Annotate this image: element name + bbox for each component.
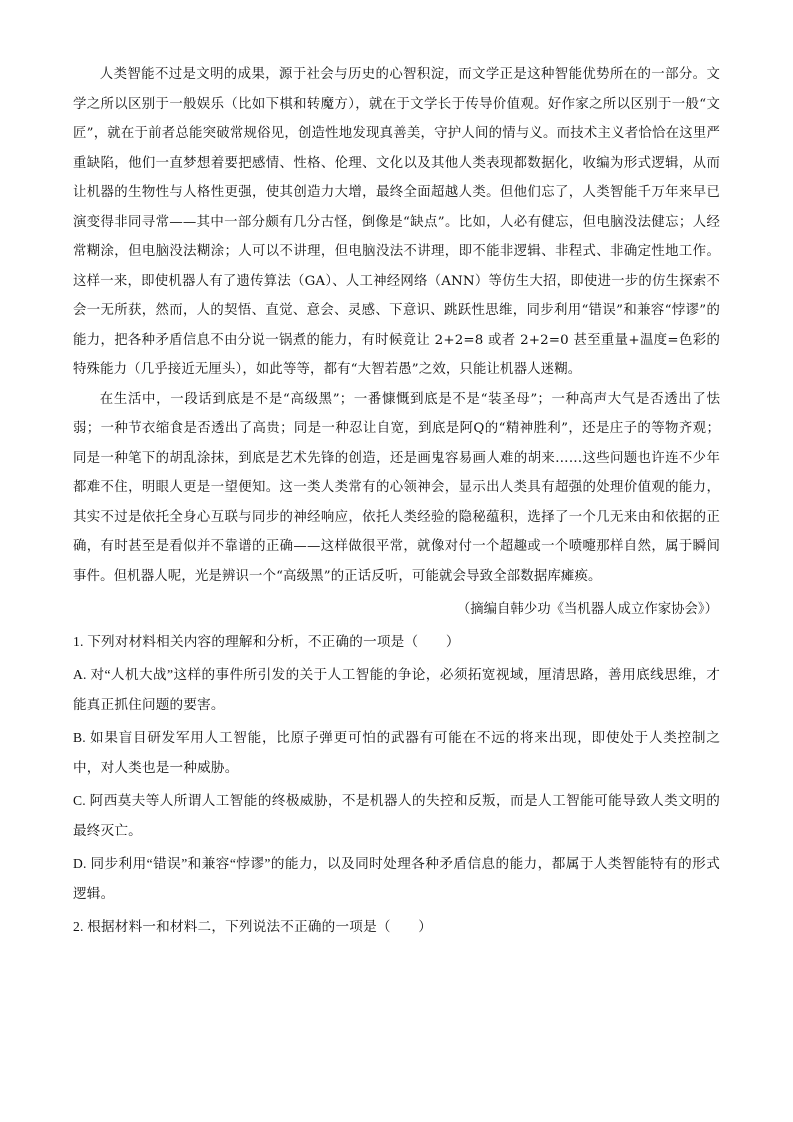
question-1-stem: 1. 下列对材料相关内容的理解和分析，不正确的一项是（ ） xyxy=(73,633,460,649)
question-1-option-a: A. 对“人机大战”这样的事件所引发的关于人工智能的争论，必须拓宽视域，厘清思路，善用底线思维，才能真正抓住问题的要害。 xyxy=(73,667,720,712)
document-page xyxy=(73,60,720,942)
question-1-option-d: D. 同步利用“错误”和兼容“悖谬”的能力，以及同时处理各种矛盾信息的能力，都属于人类智能特有的形式逻辑。 xyxy=(73,856,720,901)
question-1-option-b: B. 如果盲目研发军用人工智能，比原子弹更可怕的武器有可能在不远的将来出现，即使处于人类控制之中，对人类也是一种威胁。 xyxy=(73,730,720,775)
question-2-stem: 2. 根据材料一和材料二，下列说法不正确的一项是（ ） xyxy=(73,919,433,934)
passage-paragraph-2: 在生活中，一段话到底是不是“高级黑”；一番慷慨到底是不是“装圣母”；一种高声大气是否透出了怯弱；一种节衣缩食是否透出了高贵；同是一种忍让自宽，到底是阿Q的“精神胜利”，还是庄子的等物齐观；同是一种笔下的胡乱涂抹，到底是艺术先锋的创造，还是画鬼容易画人难的胡来……这些问题也许连不少年都难不住，明眼人更是一望便知。这一类人类常有的心领神会，显示出人类具有超强的处理价值观的能力，其实不过是依托全身心互联与同步的神经响应，依托人类经验的隐秘蕴积，选择了一个几无来由和依据的正确，有时甚至是看似并不靠谱的正确——这样做很平常，就像对付一个超趣或一个喷嚏那样自然，属于瞬间事件。但机器人呢，光是辨识一个“高级黑”的正话反听，可能就会导致全部数据库瘫痪。 xyxy=(73,391,720,584)
passage-paragraph-1: 人类智能不过是文明的成果，源于社会与历史的心智积淀，而文学正是这种智能优势所在的一部分。文学之所以区别于一般娱乐（比如下棋和转魔方），就在于文学长于传导价值观。好作家之所以区别于一般“文匠”，就在于前者总能突破常规俗见，创造性地发现真善美，守护人间的情与义。而技术主义者恰恰在这里严重缺陷，他们一直梦想着要把感情、性格、伦理、文化以及其他人类表现都数据化，收编为形式逻辑，从而让机器的生物性与人格性更强，使其创造力大增，最终全面超越人类。但他们忘了，人类智能千万年来早已演变得非同寻常——其中一部分颇有几分古怪，倒像是“缺点”。比如，人必有健忘，但电脑没法健忘；人经常糊涂，但电脑没法糊涂；人可以不讲理，但电脑没法不讲理，即不能非逻辑、非程式、非确定性地工作。这样一来，即使机器人有了遗传算法（GA）、人工神经网络（ANN）等仿生大招，即使进一步的仿生探索不会一无所获，然而，人的契悟、直觉、意会、灵感、下意识、跳跃性思维，同步利用“错误”和兼容“悖谬”的能力，把各种矛盾信息不由分说一锅煮的能力，有时候竟让 2+2=8 或者 2+2=0 甚至重量+温度=色彩的特殊能力（几乎接近无厘头），如此等等，都有“大智若愚”之效，只能让机器人迷糊。 xyxy=(73,67,720,377)
passage-source: （摘编自韩少功《当机器人成立作家协会》） xyxy=(456,602,718,617)
question-1-option-c: C. 阿西莫夫等人所谓人工智能的终极威胁，不是机器人的失控和反叛，而是人工智能可能导致人类文明的最终灭亡。 xyxy=(73,793,720,838)
